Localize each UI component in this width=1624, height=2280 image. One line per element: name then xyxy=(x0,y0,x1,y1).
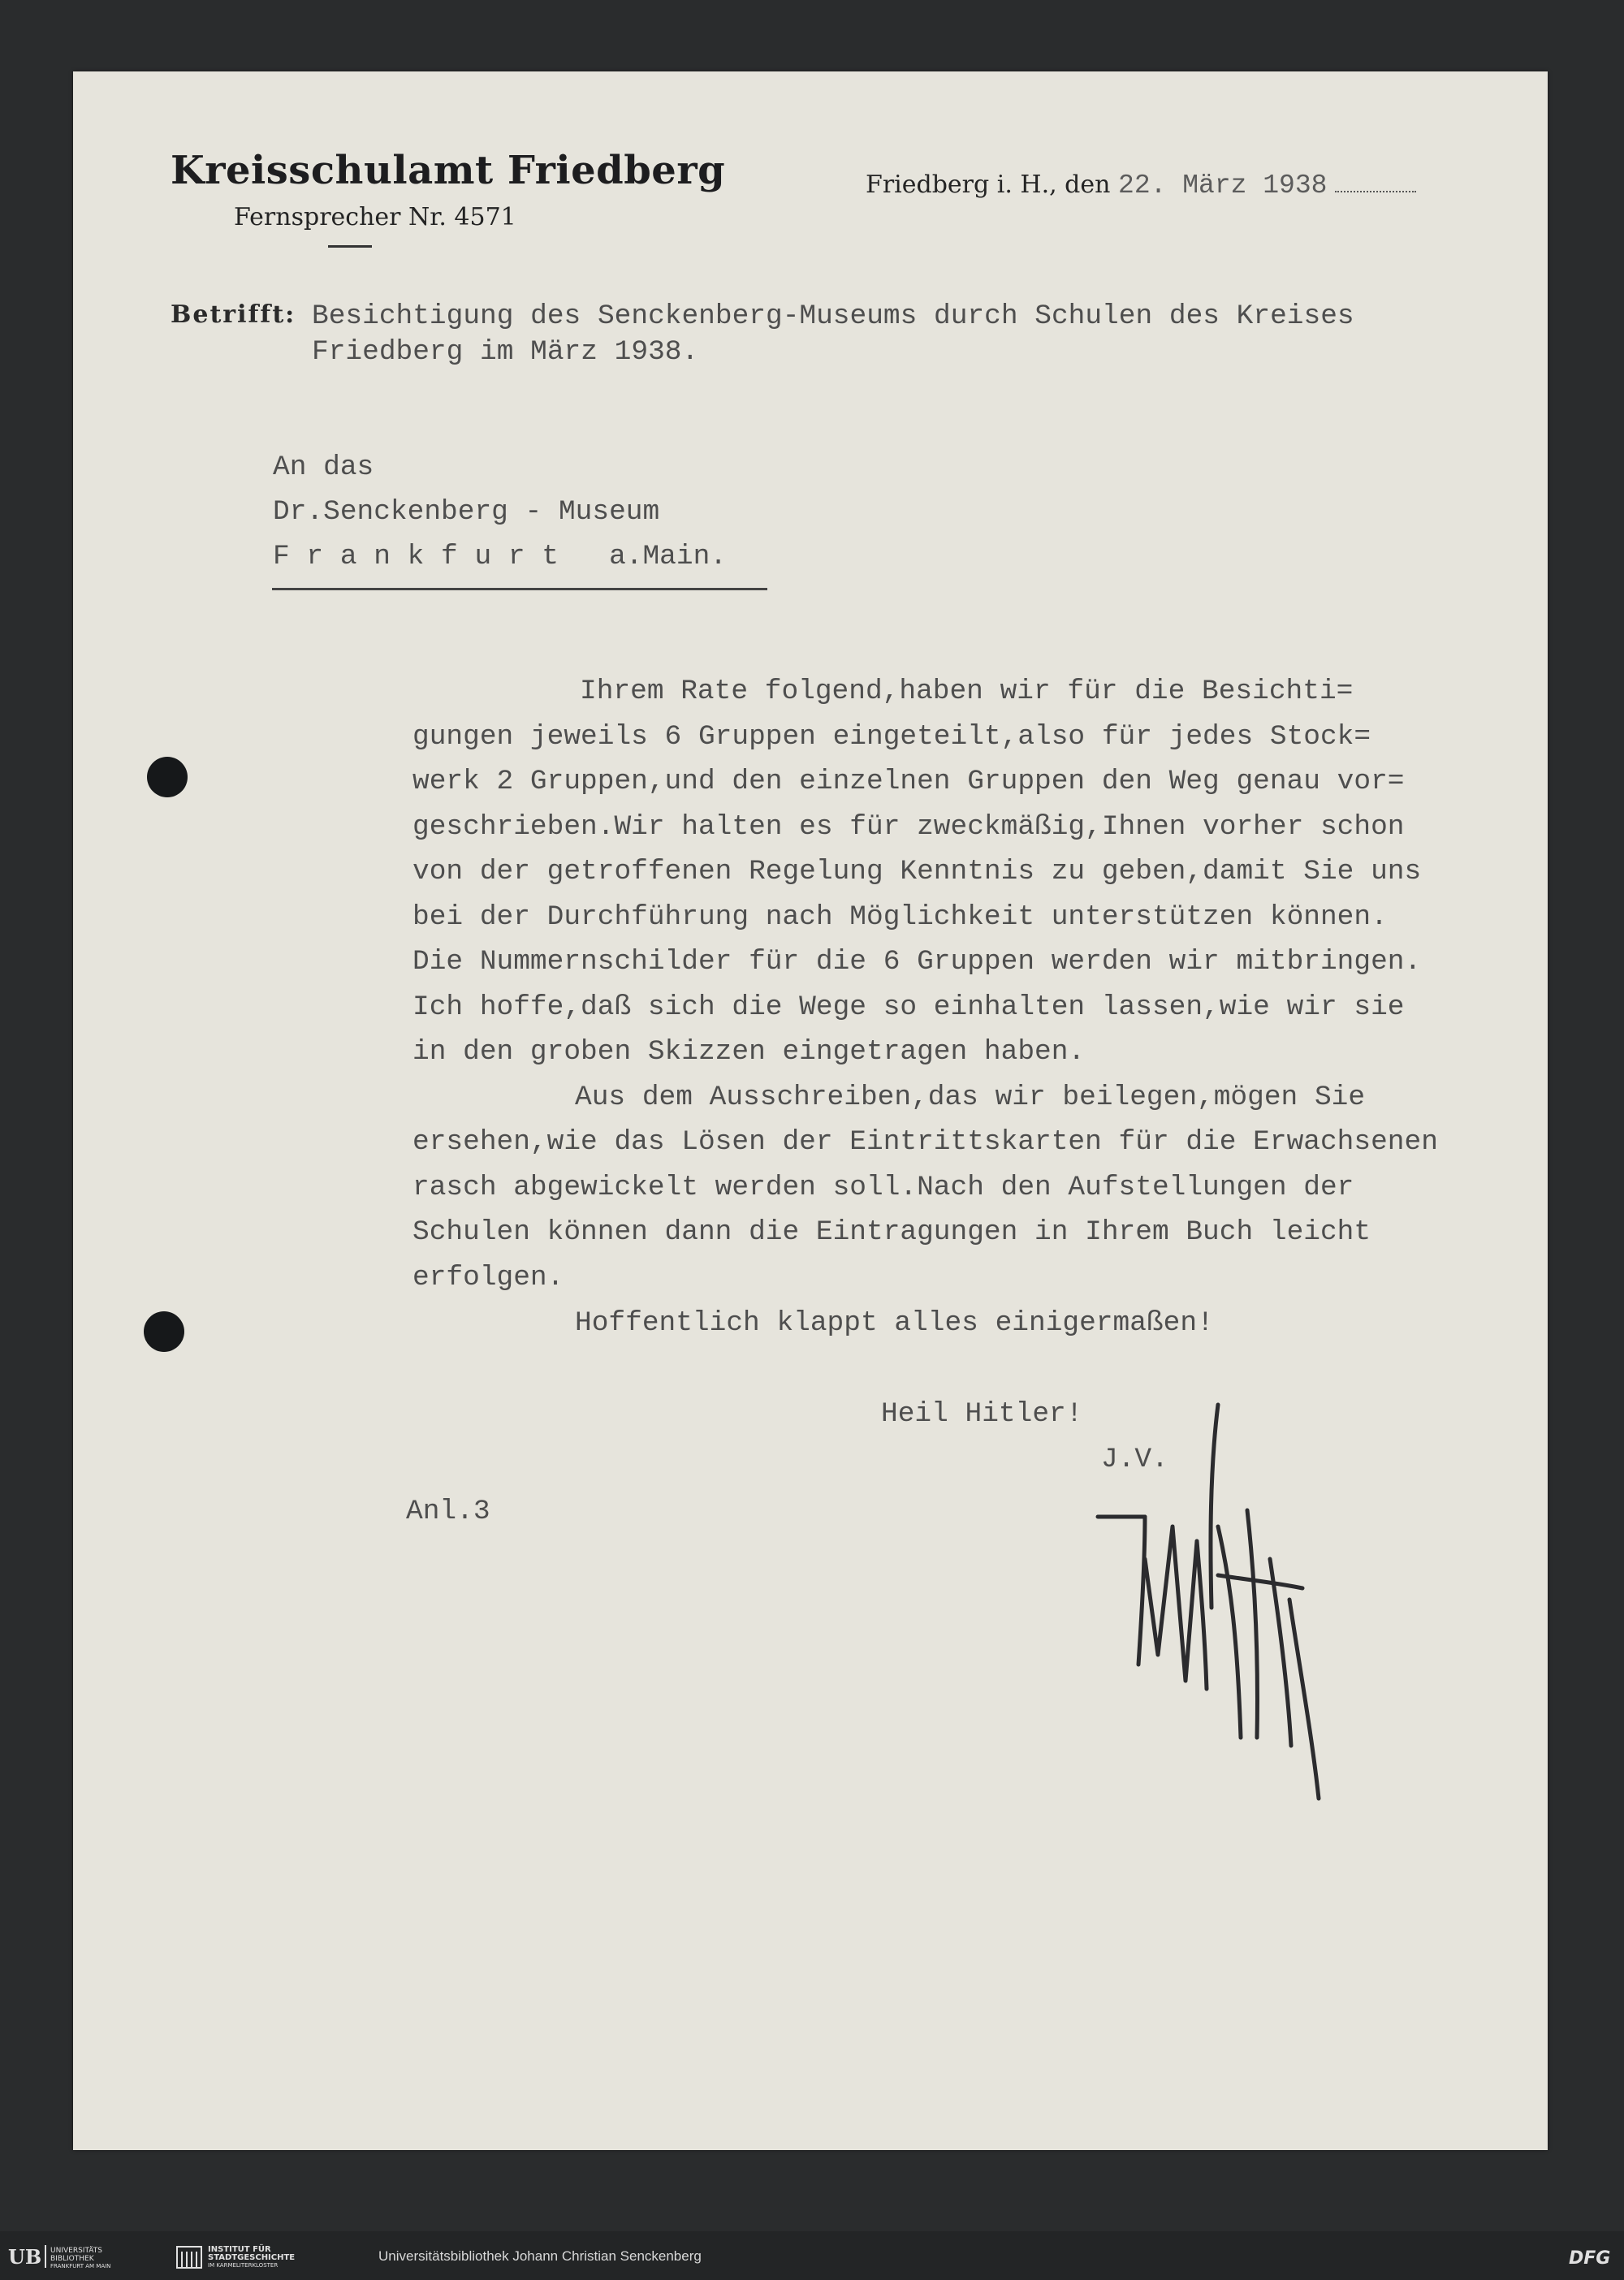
dfg-logo xyxy=(1567,2244,1616,2269)
punch-hole-bottom xyxy=(144,1311,184,1352)
svg-text:STADTGESCHICHTE: STADTGESCHICHTE xyxy=(208,2253,296,2262)
body-line: bei der Durchführung nach Möglichkeit unterstützen können. xyxy=(412,901,1388,933)
subject-line-1: Besichtigung des Senckenberg-Museums durch Schulen des Kreises xyxy=(312,300,1354,332)
address-underline xyxy=(272,588,767,590)
body-line: in den groben Skizzen eingetragen haben. xyxy=(412,1036,1086,1068)
body-line: ersehen,wie das Lösen der Eintrittskarten für die Erwachsenen xyxy=(412,1126,1438,1158)
letterhead-phone: Fernsprecher Nr. 4571 xyxy=(234,203,516,231)
body-line: Ich hoffe,daß sich die Wege so einhalten lassen,wie wir sie xyxy=(412,991,1405,1023)
institute-logo xyxy=(175,2242,330,2271)
subject-line-2: Friedberg im März 1938. xyxy=(312,336,699,368)
body-line: von der getroffenen Regelung Kenntnis zu geben,damit Sie uns xyxy=(412,856,1422,887)
address-line-1: An das xyxy=(273,451,374,483)
body-line: Ihrem Rate folgend,haben wir für die Besichti= xyxy=(580,676,1354,707)
footer-library-credit: Universitätsbibliothek Johann Christian Senckenberg xyxy=(378,2248,702,2264)
place-label: Friedberg i. H., den xyxy=(866,171,1111,199)
closing-deputy: J.V. xyxy=(1101,1444,1168,1475)
ub-logo xyxy=(6,2242,169,2271)
body-line: geschrieben.Wir halten es für zweckmäßig,Ihnen vorher schon xyxy=(412,811,1405,843)
body-line: erfolgen. xyxy=(412,1262,564,1293)
svg-text:UNIVERSITÄTS: UNIVERSITÄTS xyxy=(50,2247,102,2255)
address-line-2: Dr.Senckenberg - Museum xyxy=(273,496,660,528)
body-line: Hoffentlich klappt alles einigermaßen! xyxy=(575,1307,1214,1339)
letterhead-divider xyxy=(328,245,372,248)
body-line: werk 2 Gruppen,und den einzelnen Gruppen den Weg genau vor= xyxy=(412,766,1405,797)
svg-text:DFG: DFG xyxy=(1569,2248,1611,2269)
letter-date: 22. März 1938 xyxy=(1118,171,1328,201)
handwritten-signature xyxy=(1088,1397,1356,1819)
svg-text:INSTITUT FÜR: INSTITUT FÜR xyxy=(208,2245,271,2254)
punch-hole-top xyxy=(147,757,188,797)
body-line: Die Nummernschilder für die 6 Gruppen werden wir mitbringen. xyxy=(412,946,1422,978)
body-line: gungen jeweils 6 Gruppen eingeteilt,also für jedes Stock= xyxy=(412,721,1371,753)
svg-text:FRANKFURT AM MAIN: FRANKFURT AM MAIN xyxy=(50,2263,111,2269)
place-date-line xyxy=(866,171,1416,201)
address-line-3: F r a n k f u r t a.Main. xyxy=(273,541,727,572)
svg-text:BIBLIOTHEK: BIBLIOTHEK xyxy=(50,2255,94,2263)
date-dotted-line xyxy=(1335,171,1416,192)
subject-label: Betrifft: xyxy=(171,300,296,329)
closing-greeting: Heil Hitler! xyxy=(881,1398,1083,1430)
enclosure-note: Anl.3 xyxy=(406,1496,490,1527)
body-line: Schulen können dann die Eintragungen in Ihrem Buch leicht xyxy=(412,1216,1371,1248)
body-line: rasch abgewickelt werden soll.Nach den Aufstellungen der xyxy=(412,1172,1354,1203)
svg-text:UB: UB xyxy=(8,2245,42,2269)
svg-text:IM KARMELITERKLOSTER: IM KARMELITERKLOSTER xyxy=(208,2262,279,2269)
letterhead-office: Kreisschulamt Friedberg xyxy=(171,148,726,193)
body-line: Aus dem Ausschreiben,das wir beilegen,mögen Sie xyxy=(575,1082,1366,1113)
